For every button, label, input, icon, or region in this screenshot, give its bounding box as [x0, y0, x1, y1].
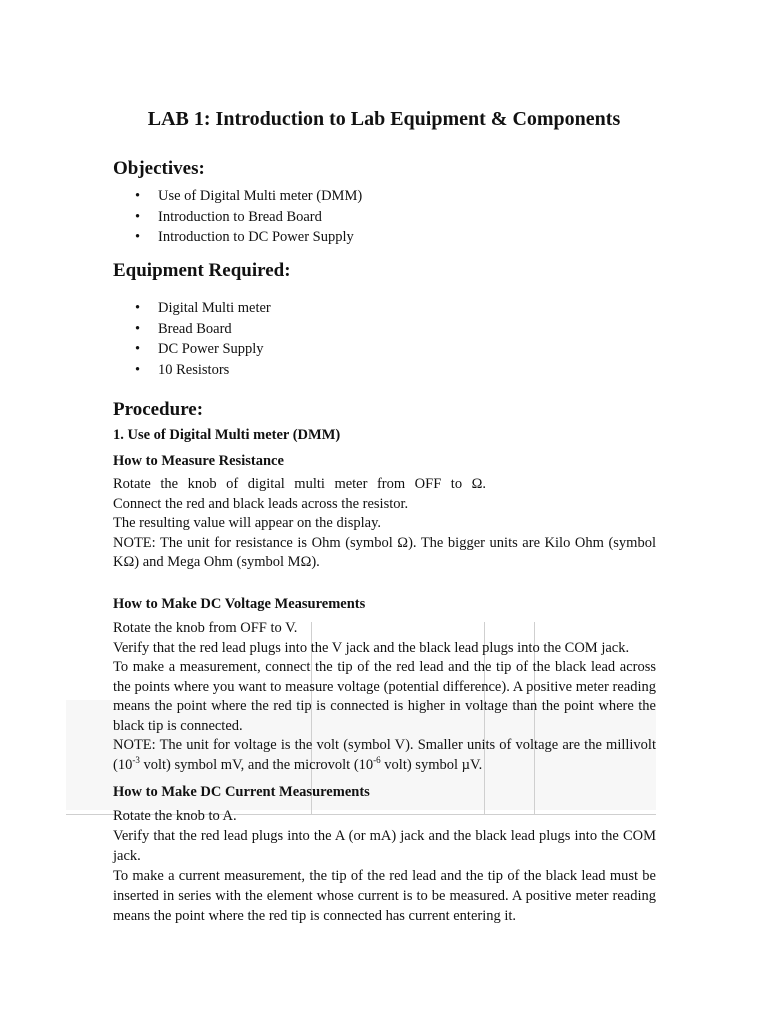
list-item: • 10 Resistors [113, 360, 271, 381]
bullet-icon: • [135, 361, 141, 378]
paragraph: Connect the red and black leads across the resistor. [113, 495, 409, 512]
paragraph: To make a measurement, connect the tip of the red lead and the tip of the black lead across the points where you want to measure voltage (potential difference). A positive meter reading means the point where the red tip is connected is higher in voltage than the point where the black tip is connected. [113, 659, 656, 734]
paragraph: NOTE: The unit for voltage is the volt (symbol V). Smaller units of voltage are the millivolt ($10^{-3}$ volt) symbol mV, and the microvolt ($10^{-6}$ volt) symbol µV. [113, 737, 656, 773]
bullet-icon: • [135, 341, 141, 357]
paragraph: Rotate the knob from OFF to V. [113, 620, 298, 636]
bullet-icon: • [135, 208, 141, 225]
list-item: • Introduction to Bread Board [113, 207, 362, 228]
equipment-list [113, 298, 271, 380]
paragraph: The resulting value will appear on the display. [113, 515, 382, 531]
list-item: • Bread Board [113, 319, 271, 340]
list-item: • DC Power Supply [113, 339, 271, 360]
objectives-heading: Objectives: [113, 158, 205, 179]
bullet-icon: • [135, 188, 141, 204]
current-text [113, 806, 656, 926]
resistance-text [113, 475, 656, 573]
bullet-icon: • [135, 320, 141, 337]
bullet-icon: • [135, 300, 141, 316]
page-title: LAB 1: Introduction to Lab Equipment & Components [147, 108, 621, 130]
paragraph: NOTE: The unit for resistance is Ohm (symbol Ω). The bigger units are Kilo Ohm (symbol KΩ) and Mega Ohm (symbol MΩ). [113, 534, 656, 570]
list-item: • Digital Multi meter [113, 298, 271, 319]
list-item: • Use of Digital Multi meter (DMM) [113, 186, 362, 207]
paragraph: Verify that the red lead plugs into the V jack and the black lead plugs into the COM jack. [113, 639, 630, 656]
paragraph: Verify that the red lead plugs into the A (or mA) jack and the black lead plugs into the COM jack. [113, 828, 656, 864]
resistance-heading: How to Measure Resistance [113, 453, 284, 469]
voltage-heading: How to Make DC Voltage Measurements [113, 596, 366, 612]
equipment-heading: Equipment Required: [113, 260, 291, 281]
paragraph: Rotate the knob of digital multi meter from OFF to Ω. [113, 476, 486, 492]
procedure-heading: Procedure: [113, 399, 204, 420]
voltage-text [113, 619, 656, 775]
bullet-icon: • [135, 229, 141, 245]
paragraph: Rotate the knob to A. [113, 808, 237, 824]
list-item: • Introduction to DC Power Supply [113, 227, 362, 248]
section-heading: 1. Use of Digital Multi meter (DMM) [113, 427, 341, 443]
paragraph: To make a current measurement, the tip of the red lead and the tip of the black lead must be inserted in series with the element whose current is to be measured. A positive meter reading means the point where the red tip is connected has current entering it. [113, 868, 656, 924]
objectives-list [113, 186, 362, 248]
current-heading: How to Make DC Current Measurements [113, 784, 370, 800]
